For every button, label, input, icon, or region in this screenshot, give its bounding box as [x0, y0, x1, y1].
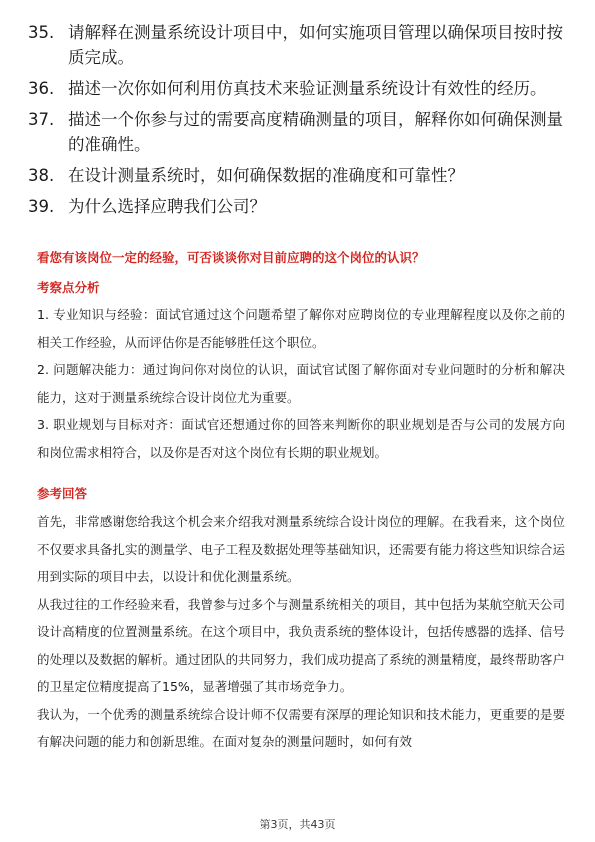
- question-text: 描述一个你参与过的需要高度精确测量的项目，解释你如何确保测量的准确性。: [68, 110, 563, 154]
- question-number: 37.: [28, 110, 55, 129]
- question-number: 38.: [28, 166, 55, 185]
- analysis-point: 2. 问题解决能力：通过询问你对岗位的认识，面试官试图了解你面对专业问题时的分析和解决能力，这对于测量系统综合设计岗位尤为重要。: [37, 362, 565, 405]
- question-number: 39.: [28, 197, 55, 216]
- question-text: 在设计测量系统时，如何确保数据的准确度和可靠性？: [68, 166, 464, 185]
- analysis-point: 3. 职业规划与目标对齐：面试官还想通过你的回答来判断你的职业规划是否与公司的发展方向和岗位需求相符合，以及你是否对这个岗位有长期的职业规划。: [37, 417, 565, 460]
- analysis-title: 考察点分析: [37, 280, 100, 295]
- page-footer: 第3页，共43页: [259, 818, 336, 831]
- question-number: 35.: [28, 23, 55, 42]
- question-list: [28, 20, 576, 225]
- answer-body: [37, 508, 565, 756]
- answer-paragraph: 从我过往的工作经验来看，我曾参与过多个与测量系统相关的项目，其中包括为某航空航天公司设计高精度的位置测量系统。在这个项目中，我负责系统的整体设计，包括传感器的选择、信号的处理以及数据的解析。通过团队的共同努力，我们成功提高了系统的测量精度，最终帮助客户的卫星定位精度提高了15%，显著增强了其市场竞争力。: [37, 596, 565, 694]
- question-item: [28, 76, 576, 101]
- question-item: [28, 20, 576, 70]
- question-text: 请解释在测量系统设计项目中，如何实施项目管理以确保项目按时按质完成。: [68, 23, 563, 67]
- question-text: 描述一次你如何利用仿真技术来验证测量系统设计有效性的经历。: [68, 79, 547, 98]
- featured-question-section: [37, 248, 565, 268]
- featured-question: 看您有该岗位一定的经验，可否谈谈你对目前应聘的这个岗位的认识？: [37, 250, 425, 265]
- answer-section: [37, 484, 565, 756]
- answer-title: 参考回答: [37, 486, 88, 501]
- question-item: [28, 107, 576, 157]
- analysis-section: [37, 278, 565, 466]
- question-text: 为什么选择应聘我们公司？: [68, 197, 266, 216]
- question-item: [28, 194, 576, 219]
- answer-paragraph: 我认为，一个优秀的测量系统综合设计师不仅需要有深厚的理论知识和技术能力，更重要的是要有解决问题的能力和创新思维。在面对复杂的测量问题时，如何有效: [37, 706, 565, 749]
- answer-paragraph: 首先，非常感谢您给我这个机会来介绍我对测量系统综合设计岗位的理解。在我看来，这个岗位不仅要求具备扎实的测量学、电子工程及数据处理等基础知识，还需要有能力将这些知识综合运用到实际的项目中去，以设计和优化测量系统。: [37, 514, 565, 584]
- analysis-points: [37, 301, 565, 466]
- question-number: 36.: [28, 79, 55, 98]
- analysis-point: 1. 专业知识与经验：面试官通过这个问题希望了解你对应聘岗位的专业理解程度以及你之前的相关工作经验，从而评估你是否能够胜任这个职位。: [37, 307, 565, 350]
- question-item: [28, 163, 576, 188]
